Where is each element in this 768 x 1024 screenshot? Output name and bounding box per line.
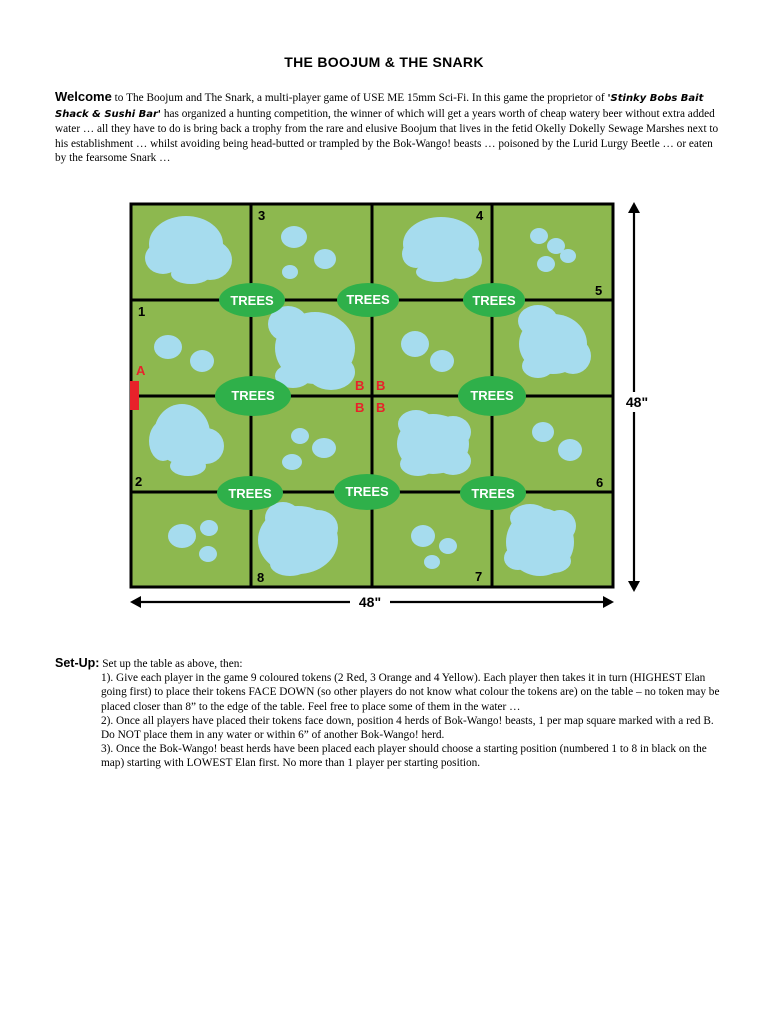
intro-text-2: has organized a hunting competition, the winner of which will get a years worth of cheap watery beer without extra added water … all they have to do is bring back a trophy from the rare and elusive Boojum that lives in the fetid Okelly Dokelly Sewage Marshes next to his establishment … whilst avoiding being head-butted or trampled by the Bok-Wango! beasts … poisoned by the Lurid Lurgy Beetle … or eaten by the fearsome Snark … bbox=[55, 107, 719, 165]
trees-label: TREES bbox=[231, 388, 275, 403]
setup-step-3: 3). Once the Bok-Wango! beast herds have been placed each player should choose a starting position (numbered 1 to 8 in black on the map) starting with LOWEST Elan first. No more than 1 player per starting position. bbox=[101, 743, 707, 770]
marker-b: B bbox=[355, 400, 365, 415]
tree-clump bbox=[458, 376, 526, 416]
tree-clump bbox=[215, 376, 291, 416]
start-position-3: 3 bbox=[258, 208, 266, 223]
start-position-1: 1 bbox=[138, 304, 146, 319]
setup-intro: Set up the table as above, then: bbox=[99, 658, 243, 670]
marker-b: B bbox=[376, 400, 386, 415]
start-edge-marker bbox=[130, 381, 139, 410]
trees-label: TREES bbox=[230, 293, 274, 308]
start-position-2: 2 bbox=[135, 474, 143, 489]
start-position-7: 7 bbox=[475, 569, 483, 584]
width-label: 48" bbox=[358, 594, 382, 610]
height-label: 48" bbox=[625, 394, 649, 410]
setup-step-1: 1). Give each player in the game 9 coloured tokens (2 Red, 3 Orange and 4 Yellow). Each player then takes it in turn (HIGHEST Elan going first) to place their tokens FACE DOWN (so other players do not know what colour the tokens are) on the table – no token may be placed closer than 8” to the edge of the table. Feel free to place some of them in the water … bbox=[101, 672, 720, 713]
arrow-right-icon bbox=[603, 596, 614, 608]
trees-label: TREES bbox=[345, 484, 389, 499]
arrow-up-icon bbox=[628, 202, 640, 213]
tree-clump bbox=[219, 283, 285, 317]
tree-clump bbox=[463, 283, 525, 317]
marker-a: A bbox=[136, 363, 146, 378]
intro-text-1: to The Boojum and The Snark, a multi-player game of USE ME 15mm Sci-Fi. In this game the proprietor of bbox=[111, 92, 608, 104]
setup-header bbox=[55, 656, 720, 671]
tree-clump bbox=[337, 283, 399, 317]
trees-label: TREES bbox=[470, 388, 514, 403]
table-map bbox=[118, 196, 658, 620]
water-pool bbox=[397, 410, 471, 476]
tree-clump bbox=[460, 476, 526, 510]
arrow-left-icon bbox=[130, 596, 141, 608]
bar-name: 'Stinky Bobs Bait Shack & Sushi Bar' bbox=[55, 93, 704, 120]
trees-label: TREES bbox=[472, 293, 516, 308]
marker-b: B bbox=[355, 378, 365, 393]
tree-clump bbox=[217, 476, 283, 510]
start-position-5: 5 bbox=[595, 283, 603, 298]
intro-paragraph bbox=[55, 90, 720, 166]
width-dimension bbox=[130, 592, 614, 612]
arrow-down-icon bbox=[628, 581, 640, 592]
water-pool bbox=[504, 504, 576, 576]
setup-lead: Set-Up: bbox=[55, 656, 100, 670]
marker-b: B bbox=[376, 378, 386, 393]
trees-label: TREES bbox=[346, 292, 390, 307]
start-position-6: 6 bbox=[596, 475, 604, 490]
tree-clump bbox=[334, 474, 400, 510]
page-title: THE BOOJUM & THE SNARK bbox=[284, 54, 484, 70]
setup-section bbox=[55, 656, 720, 771]
start-position-8: 8 bbox=[257, 570, 265, 585]
trees-label: TREES bbox=[471, 486, 515, 501]
height-dimension bbox=[620, 202, 654, 592]
setup-step-2: 2). Once all players have placed their tokens face down, position 4 herds of Bok-Wango! beasts, 1 per map square marked with a red B. Do NOT place them in any water or within 6” of another Bok-Wango! herd. bbox=[101, 714, 714, 742]
trees-label: TREES bbox=[228, 486, 272, 501]
intro-lead: Welcome bbox=[55, 89, 112, 104]
setup-steps bbox=[55, 671, 720, 770]
start-position-4: 4 bbox=[476, 208, 484, 223]
